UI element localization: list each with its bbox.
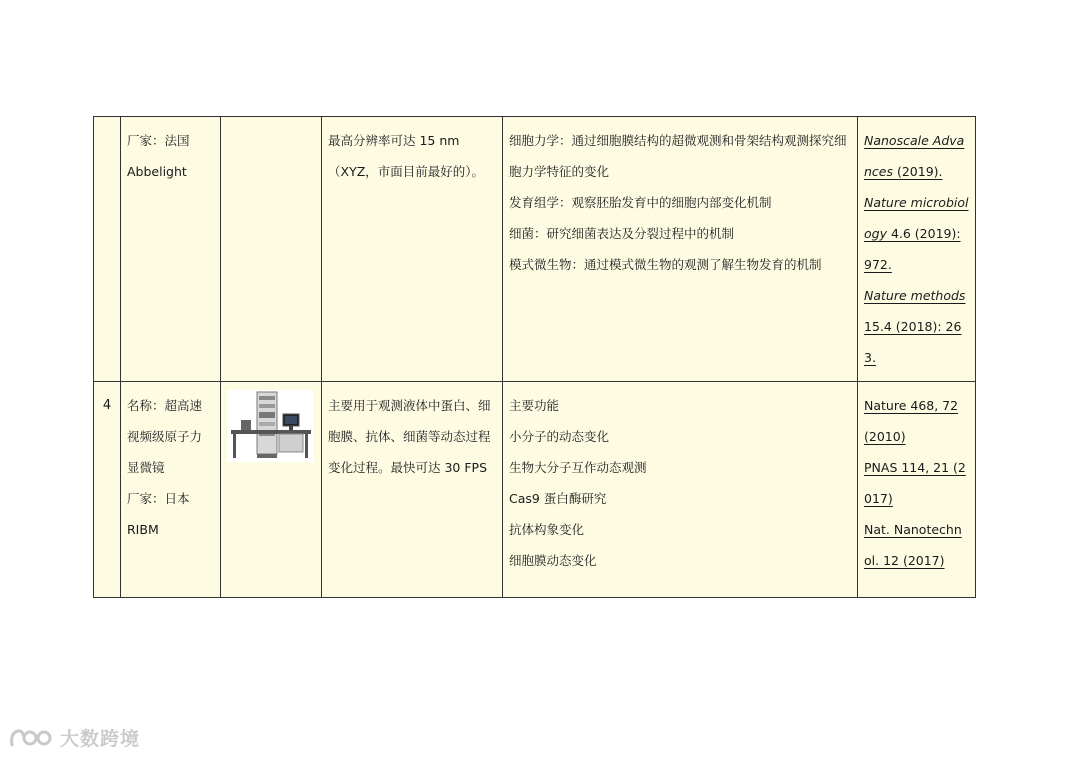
row-number: 4: [94, 382, 121, 598]
application-item: 模式微生物：通过模式微生物的观测了解生物发育的机制: [509, 257, 822, 272]
application-item: 发育组学：观察胚胎发育中的细胞内部变化机制: [509, 195, 772, 210]
journal-title: Nature methods: [864, 288, 966, 303]
watermark-logo-icon: [8, 725, 54, 751]
row-number: [94, 117, 121, 382]
citation-detail: (2019).: [893, 164, 943, 179]
application-item: 抗体构象变化: [509, 522, 585, 537]
vendor-line: 视频级原子力: [127, 429, 203, 444]
microscope-equipment-image: [227, 390, 313, 462]
citation-detail: 15.4 (2018): 263.: [864, 319, 962, 365]
application-item: 细菌：研究细菌表达及分裂过程中的机制: [509, 226, 735, 241]
references-cell: [858, 117, 976, 382]
vendor-line: Abbelight: [127, 164, 187, 179]
watermark-text: 大数跨境: [60, 728, 141, 750]
references-cell: [858, 382, 976, 598]
description-cell: [322, 117, 503, 382]
watermark: [8, 724, 140, 751]
image-cell: [221, 382, 322, 598]
reference-link[interactable]: [864, 288, 965, 365]
reference-link[interactable]: [864, 133, 964, 179]
application-item: 细胞膜动态变化: [509, 553, 597, 568]
journal-title: Nanoscale Advances: [864, 133, 965, 179]
reference-link[interactable]: PNAS 114, 21 (2017): [864, 460, 966, 506]
application-item: 细胞力学：通过细胞膜结构的超微观测和骨架结构观测探究细胞力学特征的变化: [509, 133, 847, 179]
vendor-line: 显微镜: [127, 460, 165, 475]
journal-title: Nature microbiology: [864, 195, 969, 241]
vendor-cell: [121, 117, 221, 382]
description-line: 主要用于观测液体中蛋白、细胞膜、抗体、细菌等动态过程变化过程。最快可达 30 FPS: [328, 398, 491, 475]
applications-cell: [503, 117, 858, 382]
citation-detail: 4.6 (2019): 972.: [864, 226, 961, 272]
reference-link[interactable]: Nature 468, 72 (2010): [864, 398, 959, 444]
table-row: [94, 117, 976, 382]
vendor-line: RIBM: [127, 522, 159, 537]
equipment-table: [93, 116, 976, 598]
reference-link[interactable]: Nat. Nanotechnol. 12 (2017): [864, 522, 962, 568]
image-cell: [221, 117, 322, 382]
application-item: 小分子的动态变化: [509, 429, 610, 444]
table-row: [94, 382, 976, 598]
description-line: 最高分辨率可达 15 nm: [328, 133, 460, 148]
vendor-line: 厂家：法国: [127, 133, 190, 148]
application-item: 主要功能: [509, 398, 560, 413]
application-item: 生物大分子互作动态观测: [509, 460, 647, 475]
vendor-cell: [121, 382, 221, 598]
applications-cell: [503, 382, 858, 598]
vendor-line: 名称：超高速: [127, 398, 203, 413]
application-item: Cas9 蛋白酶研究: [509, 491, 607, 506]
vendor-line: 厂家：日本: [127, 491, 190, 506]
description-line: （XYZ，市面目前最好的）。: [328, 164, 485, 179]
reference-link[interactable]: [864, 195, 968, 272]
description-cell: [322, 382, 503, 598]
